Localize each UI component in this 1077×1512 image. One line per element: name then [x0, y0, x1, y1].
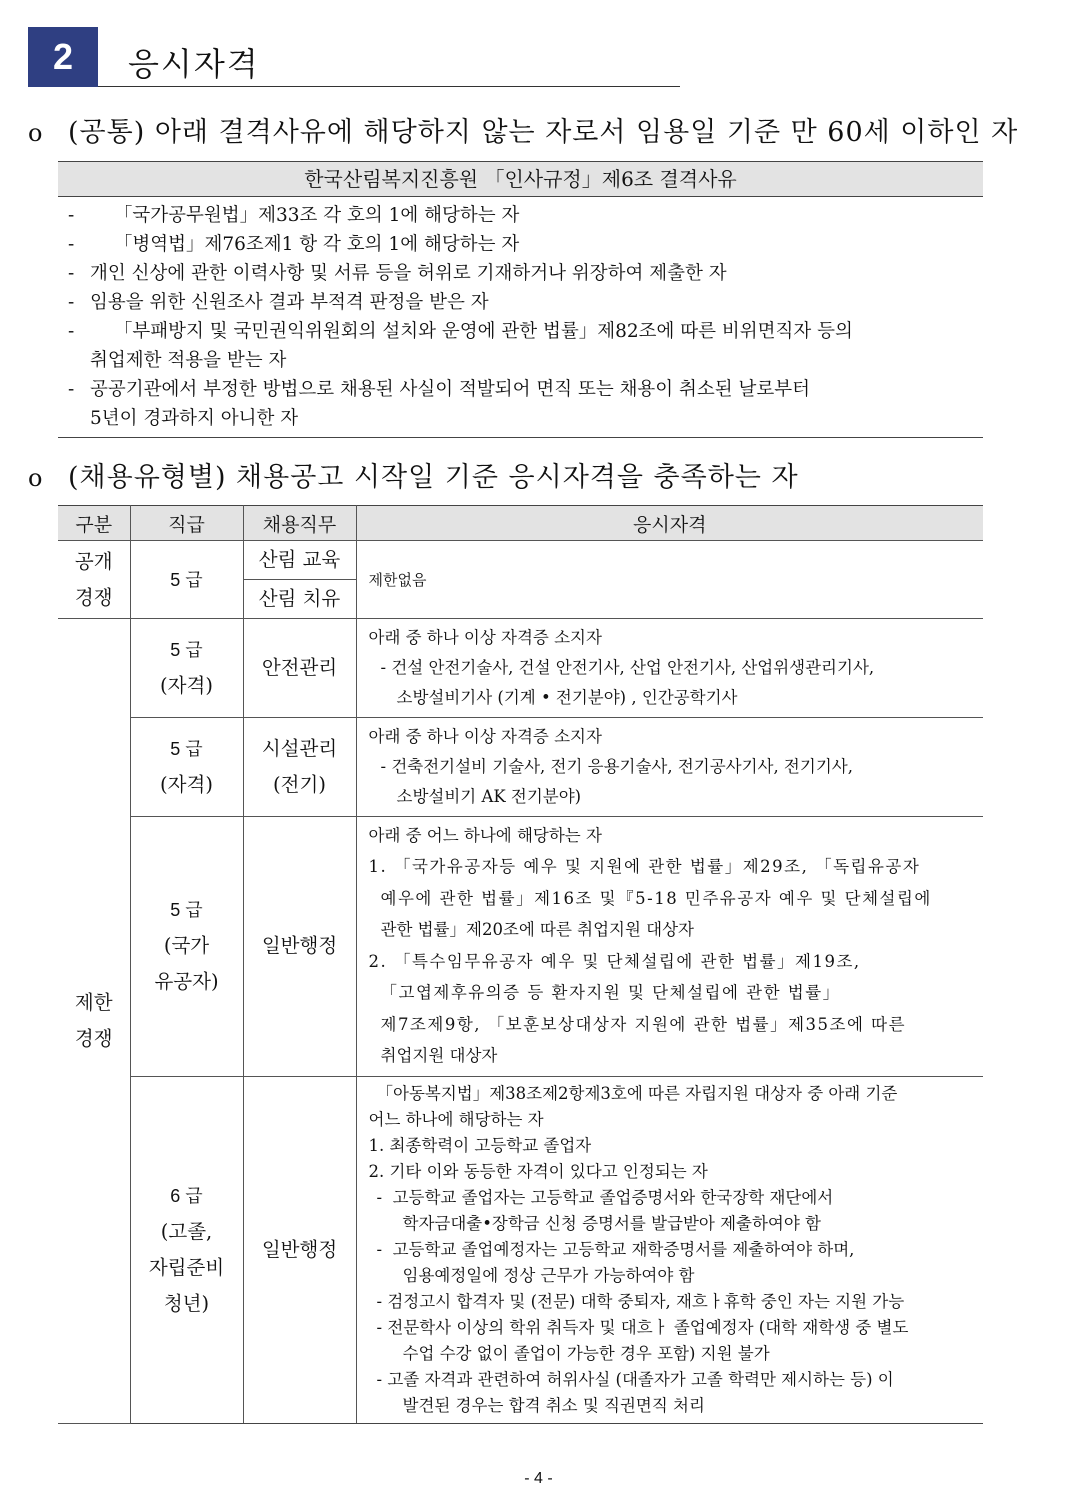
section-rule	[98, 86, 680, 87]
disqualification-item: - 임용을 위한 신원조사 결과 부적격 판정을 받은 자	[68, 292, 489, 313]
section-title: 응시자격	[128, 45, 260, 83]
header-job: 채용직무	[243, 506, 356, 541]
disqualification-item-continuation: 취업제한 적용을 받는 자	[90, 350, 287, 371]
bullet-marker: o	[28, 119, 44, 147]
disqualification-item-continuation: 5년이 경과하지 아니한 자	[90, 408, 299, 429]
table-row	[58, 718, 983, 817]
grade-cell: 5 급	[130, 541, 243, 619]
grade-cell: 5 급 (국가 유공자)	[130, 817, 243, 1077]
disqualification-item: - 개인 신상에 관한 이력사항 및 서류 등을 허위로 기재하거나 위장하여 제출한 자	[68, 263, 727, 284]
disqualification-header: 한국산림복지진흥원 「인사규정」제6조 결격사유	[58, 161, 983, 197]
grade-cell: 6 급 (고졸, 자립준비 청년)	[130, 1076, 243, 1423]
table-row	[58, 619, 983, 718]
table-row	[58, 1076, 983, 1423]
bullet-marker: o	[28, 464, 44, 492]
section-header	[28, 27, 680, 87]
disqualification-item: - 「국가공무원법」제33조 각 호의 1에 해당하는 자	[68, 205, 520, 226]
qualification-table	[58, 505, 983, 1424]
category-open: 공개 경쟁	[58, 541, 130, 619]
common-requirement-text: (공통) 아래 결격사유에 해당하지 않는 자로서 임용일 기준 만 60세 이하인 자	[68, 117, 1019, 148]
header-grade: 직급	[130, 506, 243, 541]
job-cell: 일반행정	[243, 817, 356, 1077]
header-category: 구분	[58, 506, 130, 541]
job-cell: 일반행정	[243, 1076, 356, 1423]
type-requirement	[28, 455, 799, 494]
table-row	[58, 817, 983, 1077]
table-header-row	[58, 506, 983, 541]
disqualification-box	[58, 161, 983, 438]
qualification-cell: 아래 중 하나 이상 자격증 소지자 - 건축전기설비 기술사, 전기 응용기술사, 전기공사기사, 전기기사, 소방설비기 AK 전기분야)	[356, 718, 983, 817]
grade-cell: 5 급 (자격)	[130, 619, 243, 718]
grade-cell: 5 급 (자격)	[130, 718, 243, 817]
type-requirement-text: (채용유형별) 채용공고 시작일 기준 응시자격을 충족하는 자	[68, 462, 799, 493]
job-cell: 시설관리 (전기)	[243, 718, 356, 817]
table-row	[58, 541, 983, 580]
section-number: 2	[28, 27, 98, 87]
category-restricted: 제한 경쟁	[58, 619, 130, 1424]
header-qualification: 응시자격	[356, 506, 983, 541]
qualification-cell: 아래 중 하나 이상 자격증 소지자 - 건설 안전기술사, 건설 안전기사, 산업 안전기사, 산업위생관리기사, 소방설비기사 (기계 • 전기분야) , 인간공학기사	[356, 619, 983, 718]
common-requirement	[28, 110, 1018, 149]
qualification-cell: 아래 중 어느 하나에 해당하는 자 1. 「국가유공자등 예우 및 지원에 관한 법률」제29조, 「독립유공자 예우에 관한 법률」제16조 및『5-18 민주유공자 예우 및 단체설립에 관한 법률」제20조에 따른 취업지원 대상자 2. 「특수임무유공자 예우 및 단체설립에 관한 법률」제19조, 「고엽제후유의증 등 환자지원 및 단체설립에 관한 법률」 제7조제9항, 「보훈보상대상자 지원에 관한 법률」제35조에 따른 취업지원 대상자	[356, 817, 983, 1077]
disqualification-item: - 「부패방지 및 국민권익위원회의 설치와 운영에 관한 법률」제82조에 따른 비위면직자 등의	[68, 321, 853, 342]
job-cell: 산림 교육	[243, 541, 356, 580]
qualification-cell: 「아동복지법」제38조제2항제3호에 따른 자립지원 대상자 중 아래 기준 어느 하나에 해당하는 자 1. 최종학력이 고등학교 졸업자 2. 기타 이와 동등한 자격이 있다고 인정되는 자 - 고등학교 졸업자는 고등학교 졸업증명서와 한국장학 재단에서 학자금대출•장학금 신청 증명서를 발급받아 제출하여야 함 - 고등학교 졸업예정자는 고등학교 재학증명서를 제출하여야 하며, 임용예정일에 정상 근무가 가능하여야 함 - 검정고시 합격자 및 (전문) 대학 중퇴자, 재흐ㅏ휴학 중인 자는 지원 가능 - 전문학사 이상의 학위 취득자 및 대흐ㅏ 졸업예정자 (대학 재학생 중 별도 수업 수강 없이 졸업이 가능한 경우 포함) 지원 불가 - 고졸 자격과 관련하여 허위사실 (대졸자가 고졸 학력만 제시하는 등) 이 발견된 경우는 합격 취소 및 직권면직 처리	[356, 1076, 983, 1423]
qualification-cell: 제한없음	[356, 541, 983, 619]
disqualification-item: - 「병역법」제76조제1 항 각 호의 1에 해당하는 자	[68, 234, 520, 255]
job-cell: 산림 치유	[243, 580, 356, 619]
job-cell: 안전관리	[243, 619, 356, 718]
disqualification-list	[58, 197, 983, 438]
disqualification-item: - 공공기관에서 부정한 방법으로 채용된 사실이 적발되어 면직 또는 채용이 취소된 날로부터	[68, 379, 811, 400]
page-number: - 4 -	[524, 1470, 553, 1487]
